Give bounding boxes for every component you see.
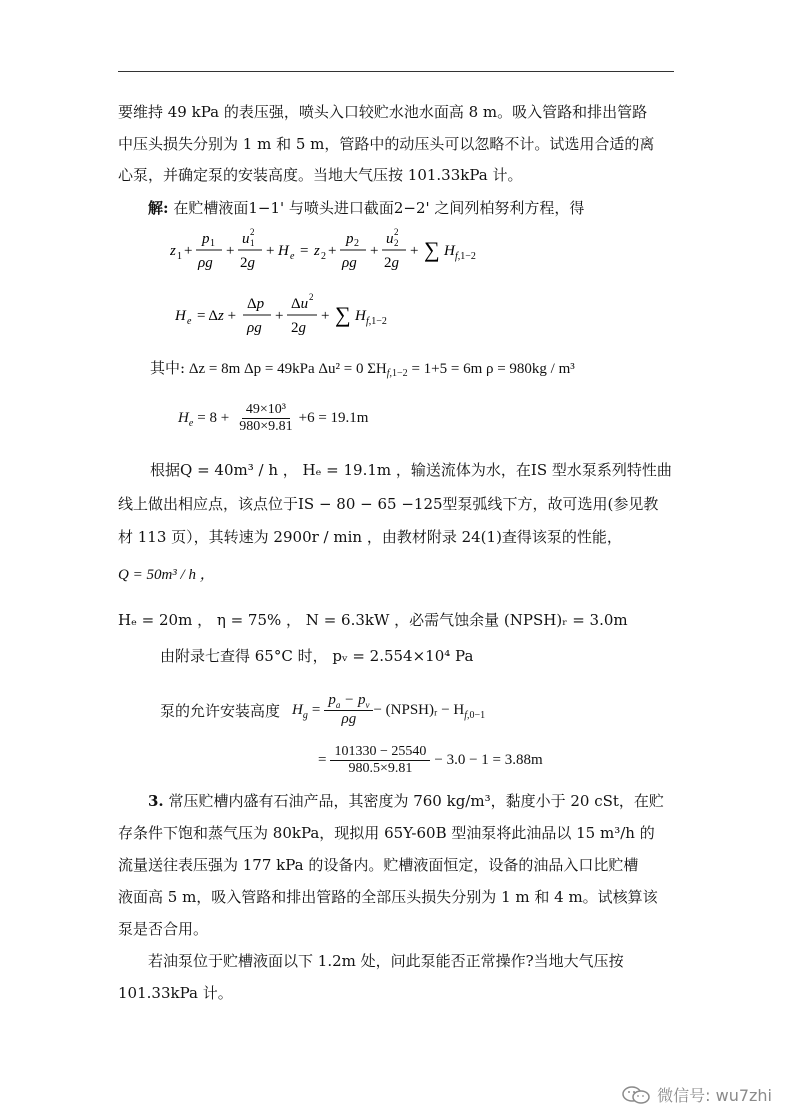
svg-text:p: p [346, 231, 354, 247]
hg-calc-result: − 3.0 − 1 = 3.88m [434, 751, 543, 768]
svg-text:f,1−2: f,1−2 [455, 251, 476, 262]
he-calculation: H e = 8 + $\frac{\text{49×10³}}{980\times 9.81}$ +6 = 19.1m [178, 401, 369, 434]
problem3-line4: 液面高 5 m，吸入管路和排出管路的全部压头损失分别为 1 m 和 4 m。试核算该 [118, 888, 658, 906]
he-calc-result: +6 = 19.1m [298, 409, 369, 426]
svg-text:Δp: Δp [247, 296, 265, 312]
select-line3: 材 113 页），其转速为 2900r / min ，由教材附录 24(1)查得该泵的性能， [118, 528, 622, 546]
hg-tail: − (NPSH)ᵣ − H [373, 701, 465, 718]
svg-text:Δu: Δu [291, 296, 309, 312]
he-calc-denominator: 980×9.81 [239, 418, 293, 434]
svg-text:u: u [386, 231, 394, 247]
hg-label: 泵的允许安装高度 [160, 701, 281, 720]
problem3-line6: 若油泵位于贮槽液面以下 1.2m 处，问此泵能否正常操作?当地大气压按 [148, 952, 624, 970]
svg-text:u: u [242, 231, 250, 247]
svg-text:H: H [175, 308, 186, 324]
svg-text:ρg: ρg [247, 320, 262, 336]
where-values: Δz = 8m Δp = 49kPa Δu² = 0 ΣH [188, 361, 387, 377]
select-line2: 线上做出相应点，该点位于IS − 80 − 65 −125型泵弧线下方，故可选用(参见教 [118, 495, 659, 513]
svg-text:2: 2 [394, 238, 399, 248]
problem3-line5: 泵是否合用。 [118, 920, 209, 938]
svg-text:p: p [202, 231, 210, 247]
performance-line: Hₑ = 20m ， η = 75% ， N = 6.3kW ，必需气蚀余量 (NPSH)ᵣ = 3.0m [118, 611, 628, 629]
he-calc-numerator: 49×10³ [242, 402, 290, 419]
svg-text:=: = [300, 243, 309, 259]
problem3-line1-text: 常压贮槽内盛有石油产品，其密度为 760 kg/m³，黏度小于 20 cSt，在贮 [163, 792, 664, 810]
svg-text:+: + [321, 308, 330, 324]
svg-text:ρg: ρg [342, 255, 357, 271]
head-equation [175, 290, 395, 340]
svg-text:2g: 2g [384, 255, 399, 271]
svg-text:H: H [444, 243, 455, 259]
svg-text:z: z [170, 243, 176, 259]
svg-text:+: + [410, 243, 419, 259]
svg-text:+: + [275, 308, 284, 324]
svg-text:2g: 2g [291, 320, 306, 336]
svg-text:∑: ∑ [335, 302, 351, 327]
svg-text:= Δz +: = Δz + [197, 308, 237, 324]
svg-text:f,1−2: f,1−2 [366, 316, 387, 327]
problem2-line3: 心泵，并确定泵的安装高度。当地大气压按 101.33kPa 计。 [118, 166, 523, 184]
svg-text:+: + [184, 243, 193, 259]
svg-text:+: + [226, 243, 235, 259]
problem3-line3: 流量送往表压强为 177 kPa 的设备内。贮槽液面恒定，设备的油品入口比贮槽 [118, 856, 639, 874]
where-line: 其中: Δz = 8m Δp = 49kPa Δu² = 0 $\Sigma H_{f,1-2} = 1+5 = 6m$ ρ = 980kg / m³ [150, 359, 575, 379]
svg-text:2: 2 [321, 251, 326, 262]
svg-text:2: 2 [309, 292, 314, 302]
svg-text:+: + [266, 243, 275, 259]
svg-text:1: 1 [177, 251, 182, 262]
svg-text:ρg: ρg [198, 255, 213, 271]
hg-formula: 泵的允许安装高度 H g = $\frac{p_a - p_v}{\rho g}$ − (NPSH)ᵣ − H f,0−1 [160, 692, 486, 727]
watermark-text: 微信号: wu7zhi [657, 1086, 772, 1105]
svg-text:e: e [187, 316, 192, 327]
problem2-line2: 中压头损失分别为 1 m 和 5 m，管路中的动压头可以忽略不计。试选用合适的离 [118, 135, 655, 153]
svg-text:∑: ∑ [424, 237, 440, 262]
wechat-watermark [621, 1083, 772, 1106]
where-values-2: = 1+5 = 6m ρ = 980kg / m³ [407, 361, 575, 377]
hg-calc-denominator: 980.5×9.81 [348, 760, 413, 776]
where-label: 其中: [150, 359, 186, 377]
svg-text:z: z [314, 243, 320, 259]
hg-calculation: = $\frac{101330 - 25540}{980.5\times 9.81}$ − 3.0 − 1 = 3.88m [318, 743, 543, 776]
solution-label: 解: [148, 199, 169, 217]
header-rule [118, 71, 674, 72]
svg-text:2: 2 [394, 227, 399, 237]
svg-text:2g: 2g [240, 255, 255, 271]
svg-text:e: e [290, 251, 295, 262]
svg-text:2: 2 [250, 227, 255, 237]
svg-text:H: H [355, 308, 366, 324]
problem3-number: 3. [148, 792, 164, 810]
bernoulli-equation [170, 225, 500, 275]
wechat-icon [621, 1084, 651, 1106]
svg-text:H: H [278, 243, 289, 259]
problem2-line1: 要维持 49 kPa 的表压强，喷头入口较贮水池水面高 8 m。吸入管路和排出管路 [118, 103, 648, 121]
problem3-line1 [148, 785, 664, 817]
svg-text:+: + [328, 243, 337, 259]
solution-intro-line [148, 192, 584, 224]
problem3-line2: 存条件下饱和蒸气压为 80kPa，现拟用 65Y-60B 型油泵将此油品以 15 m³/h 的 [118, 824, 655, 842]
svg-text:1: 1 [210, 238, 215, 249]
svg-text:+: + [370, 243, 379, 259]
q-line: Q = 50m³ / h ， [118, 567, 215, 583]
solution-intro: 在贮槽液面1−1' 与喷头进口截面2−2' 之间列柏努利方程，得 [173, 199, 585, 217]
vapor-pressure-line: 由附录七查得 65°C 时， pᵥ = 2.554×10⁴ Pa [160, 647, 474, 665]
problem3-line7: 101.33kPa 计。 [118, 984, 233, 1002]
hg-calc-numerator: 101330 − 25540 [330, 744, 430, 761]
svg-text:2: 2 [354, 238, 359, 249]
select-line1: 根据Q = 40m³ / h ， Hₑ = 19.1m ，输送流体为水，在IS 型水泵系列特性曲 [150, 461, 672, 479]
svg-text:1: 1 [250, 238, 255, 248]
